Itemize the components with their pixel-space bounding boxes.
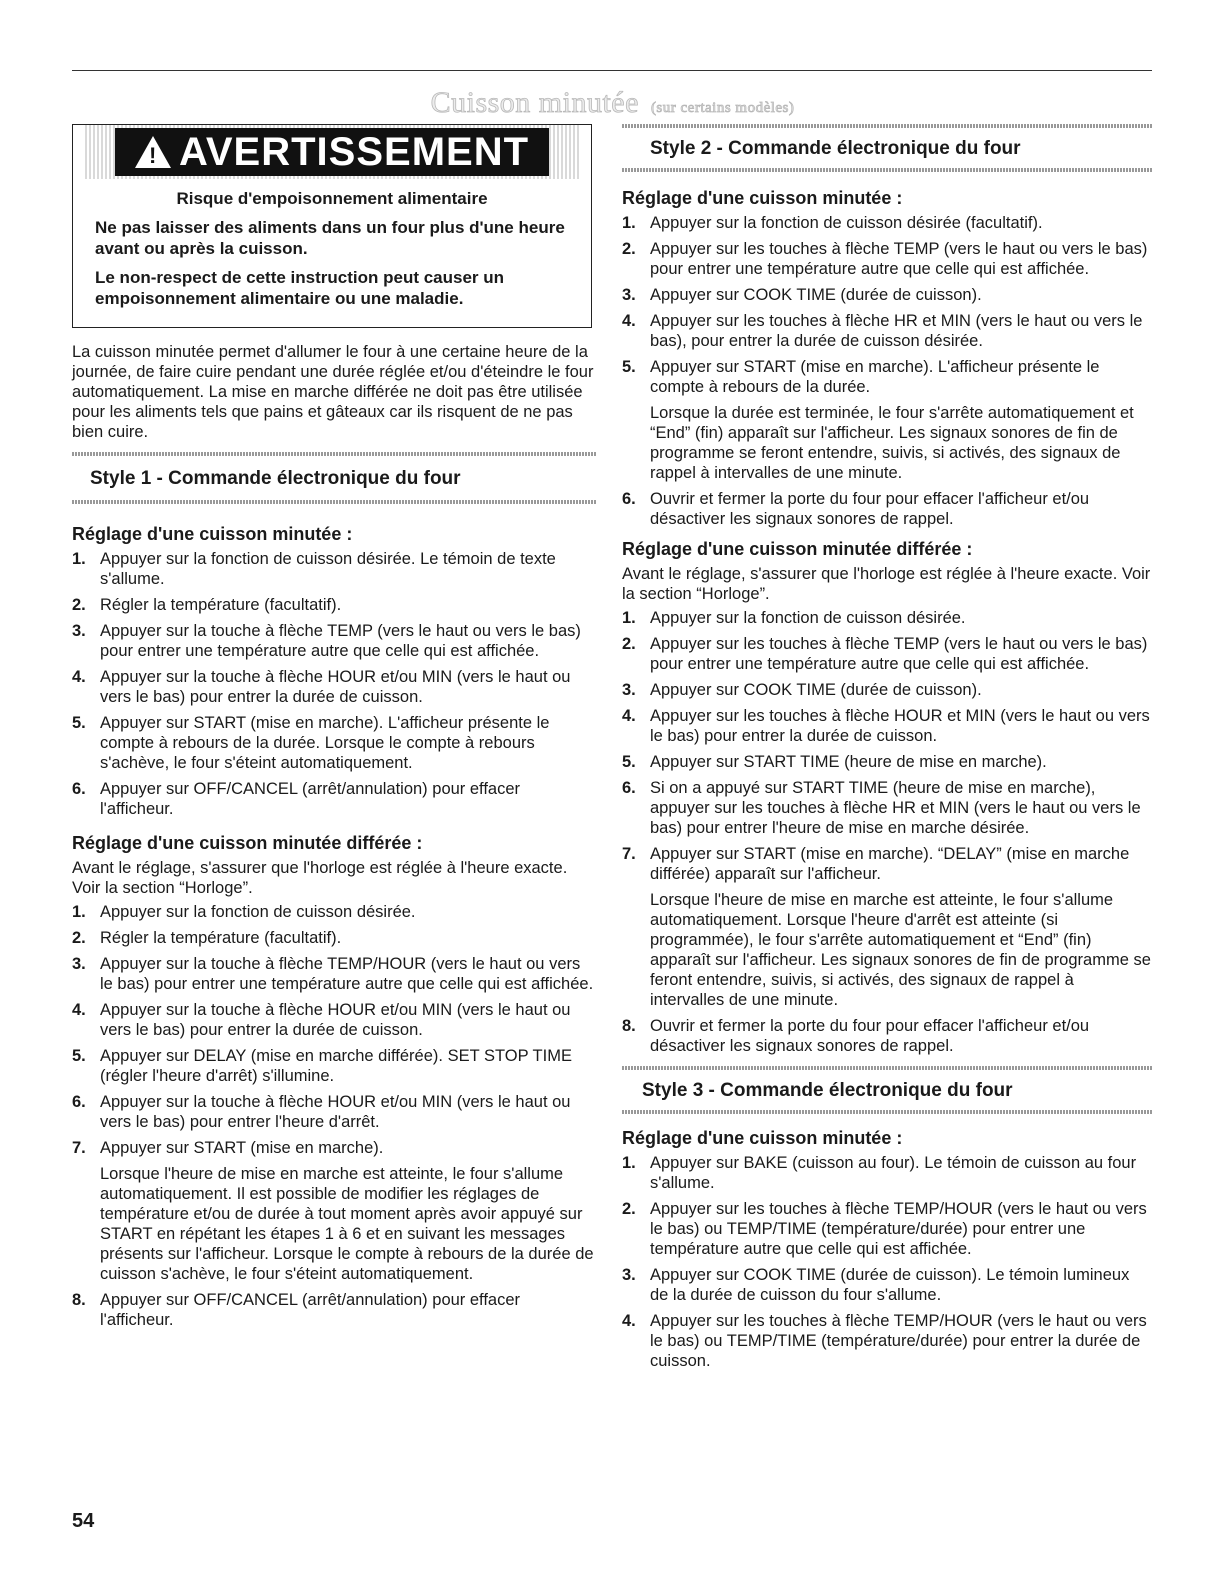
style2-timed-heading: Réglage d'une cuisson minutée : (622, 188, 903, 208)
step-number: 4. (622, 312, 636, 330)
step-text: Appuyer sur OFF/CANCEL (arrêt/annulation) pour effacer l'afficheur. (100, 780, 521, 818)
step-item (72, 779, 597, 819)
step-text: Appuyer sur START (mise en marche). L'afficheur présente le compte à rebours de la durée. Lorsque le compte à rebours s'achève, le four s'éteint automatiquement. (100, 714, 550, 772)
step-number: 8. (72, 1291, 86, 1309)
left-column (72, 124, 597, 1336)
step-text: Régler la température (facultatif). (100, 929, 342, 947)
step-item (622, 778, 1152, 838)
step-item (622, 1153, 1152, 1193)
step-number: 7. (72, 1139, 86, 1157)
step-text: Appuyer sur les touches à flèche TEMP/HOUR (vers le haut ou vers le bas) ou TEMP/TIME (température/durée) pour entrer une température autre que celle qui est affichée. (650, 1200, 1147, 1258)
warning-subtitle: Risque d'empoisonnement alimentaire (176, 189, 488, 208)
step-item (72, 667, 597, 707)
style2-delayed-steps (622, 608, 1152, 1056)
step-text: Régler la température (facultatif). (100, 596, 342, 614)
step-number: 1. (72, 903, 86, 921)
style2-delayed-heading: Réglage d'une cuisson minutée différée : (622, 539, 973, 559)
step-text: Appuyer sur COOK TIME (durée de cuisson). (650, 681, 982, 699)
step-item (72, 1092, 597, 1132)
step-text: Appuyer sur les touches à flèche TEMP (vers le haut ou vers le bas) pour entrer une température autre que celle qui est affichée. (650, 240, 1148, 278)
step-extra-text: Lorsque la durée est terminée, le four s'arrête automatiquement et “End” (fin) apparaît sur l'afficheur. Les signaux sonores de fin de programme se feront entendre, suivis, si activés, des signaux de rappel à intervalles de une minute. (650, 404, 1134, 482)
step-number: 1. (72, 550, 86, 568)
style1-heading: Style 1 - Commande électronique du four (90, 468, 461, 489)
step-item (622, 357, 1152, 483)
warning-line-2: Le non-respect de cette instruction peut causer un empoisonnement alimentaire ou une maladie. (95, 268, 505, 308)
step-text: Appuyer sur la touche à flèche HOUR et/ou MIN (vers le haut ou vers le bas) pour entrer la durée de cuisson. (100, 668, 571, 706)
style3-heading-block (622, 1066, 1152, 1114)
warning-banner (85, 125, 579, 179)
style1-delayed-heading: Réglage d'une cuisson minutée différée : (72, 833, 423, 853)
step-text: Appuyer sur START TIME (heure de mise en marche). (650, 753, 1047, 771)
step-item (72, 713, 597, 773)
step-extra-text: Lorsque l'heure de mise en marche est atteinte, le four s'allume automatiquement. Lorsque l'heure d'arrêt est atteinte (si programmée), le four s'arrête automatiquement et “End” (fin) apparaît sur l'afficheur. Les signaux sonores de fin de programme se feront entendre, suivis, si activés, des signaux de rappel à intervalles de une minute. (650, 891, 1151, 1009)
step-number: 2. (72, 596, 86, 614)
step-number: 2. (622, 635, 636, 653)
style3-heading: Style 3 - Commande électronique du four (642, 1080, 1013, 1101)
step-number: 1. (622, 609, 636, 627)
step-number: 3. (72, 622, 86, 640)
step-text: Si on a appuyé sur START TIME (heure de mise en marche), appuyer sur les touches à flèche HR et MIN (vers le haut ou vers le bas) pour entrer l'heure de mise en marche désirée. (650, 779, 1141, 837)
step-text: Appuyer sur START (mise en marche). (100, 1139, 384, 1157)
step-number: 3. (622, 286, 636, 304)
warning-box (72, 124, 592, 328)
style1-delayed-steps (72, 902, 597, 1330)
step-item (622, 285, 1152, 305)
step-text: Ouvrir et fermer la porte du four pour effacer l'afficheur et/ou désactiver les signaux sonores de rappel. (650, 490, 1090, 528)
step-number: 2. (622, 240, 636, 258)
warning-banner-text: AVERTISSEMENT (178, 129, 530, 174)
step-item (72, 954, 597, 994)
step-text: Appuyer sur START (mise en marche). L'afficheur présente le compte à rebours de la durée. (650, 358, 1100, 396)
step-text: Appuyer sur BAKE (cuisson au four). Le témoin de cuisson au four s'allume. (650, 1154, 1137, 1192)
step-item (72, 1290, 597, 1330)
step-text: Appuyer sur COOK TIME (durée de cuisson). (650, 286, 982, 304)
step-text: Appuyer sur la touche à flèche TEMP/HOUR (vers le haut ou vers le bas) pour entrer une température autre que celle qui est affichée. (100, 955, 594, 993)
warning-triangle-icon (135, 136, 171, 168)
step-text: Appuyer sur la fonction de cuisson désirée. (100, 903, 416, 921)
style2-heading: Style 2 - Commande électronique du four (650, 138, 1021, 159)
style1-timed-heading: Réglage d'une cuisson minutée : (72, 524, 353, 544)
step-number: 2. (622, 1200, 636, 1218)
intro-paragraph: La cuisson minutée permet d'allumer le four à une certaine heure de la journée, de faire cuire pendant une durée réglée et/ou d'éteindre le four automatiquement. La mise en marche différée ne doit pas être utilisée pour les aliments tels que pains et gâteaux car ils risquent de ne pas bien cuire. (72, 343, 594, 441)
step-number: 3. (622, 1266, 636, 1284)
right-column (622, 124, 1152, 1377)
step-item (72, 1000, 597, 1040)
step-text: Appuyer sur DELAY (mise en marche différée). SET STOP TIME (régler l'heure d'arrêt) s'illumine. (100, 1047, 572, 1085)
step-item (622, 1265, 1152, 1305)
step-text: Appuyer sur les touches à flèche HR et MIN (vers le haut ou vers le bas), pour entrer la durée de cuisson désirée. (650, 312, 1143, 350)
style1-delayed-intro: Avant le réglage, s'assurer que l'horloge est réglée à l'heure exacte. Voir la section “Horloge”. (72, 859, 568, 897)
step-item (622, 752, 1152, 772)
step-number: 4. (622, 1312, 636, 1330)
step-extra-text: Lorsque l'heure de mise en marche est atteinte, le four s'allume automatiquement. Il est possible de modifier les réglages de température et/ou de durée à tout moment après avoir appuyé sur START en répétant les étapes 1 à 6 et en suivant les messages présents sur l'afficheur. Lorsque le compte à rebours de la durée de cuisson s'achève, le four s'éteint automatiquement. (100, 1165, 594, 1283)
step-item (72, 549, 597, 589)
page-title (0, 86, 1225, 120)
style1-heading-block (72, 452, 597, 504)
step-text: Appuyer sur la touche à flèche HOUR et/ou MIN (vers le haut ou vers le bas) pour entrer l'heure d'arrêt. (100, 1093, 571, 1131)
step-text: Appuyer sur la fonction de cuisson désirée (facultatif). (650, 214, 1043, 232)
step-number: 1. (622, 214, 636, 232)
step-number: 6. (72, 1093, 86, 1111)
step-item (622, 706, 1152, 746)
step-item (622, 1016, 1152, 1056)
step-item (622, 311, 1152, 351)
step-text: Appuyer sur la touche à flèche TEMP (vers le haut ou vers le bas) pour entrer une température autre que celle qui est affichée. (100, 622, 581, 660)
step-item (622, 844, 1152, 1010)
step-item (622, 680, 1152, 700)
step-item (622, 489, 1152, 529)
step-number: 6. (622, 779, 636, 797)
step-text: Appuyer sur la touche à flèche HOUR et/ou MIN (vers le haut ou vers le bas) pour entrer la durée de cuisson. (100, 1001, 571, 1039)
step-number: 2. (72, 929, 86, 947)
step-text: Appuyer sur les touches à flèche HOUR et MIN (vers le haut ou vers le bas) pour entrer la durée de cuisson. (650, 707, 1150, 745)
style3-timed-heading: Réglage d'une cuisson minutée : (622, 1128, 903, 1148)
step-item (622, 239, 1152, 279)
page-title-sub: (sur certains modèles) (650, 100, 795, 116)
step-item (72, 1138, 597, 1284)
step-text: Appuyer sur la fonction de cuisson désirée. (650, 609, 966, 627)
step-item (622, 634, 1152, 674)
step-number: 5. (72, 1047, 86, 1065)
step-number: 7. (622, 845, 636, 863)
step-text: Appuyer sur la fonction de cuisson désirée. Le témoin de texte s'allume. (100, 550, 556, 588)
step-item (72, 595, 597, 615)
step-number: 5. (622, 358, 636, 376)
step-number: 6. (622, 490, 636, 508)
step-item (72, 621, 597, 661)
step-item (72, 928, 597, 948)
step-text: Appuyer sur les touches à flèche TEMP (vers le haut ou vers le bas) pour entrer une température autre que celle qui est affichée. (650, 635, 1148, 673)
step-item (72, 1046, 597, 1086)
step-item (622, 213, 1152, 233)
step-number: 4. (72, 1001, 86, 1019)
warning-line-1: Ne pas laisser des aliments dans un four plus d'une heure avant ou après la cuisson. (95, 218, 565, 258)
step-text: Appuyer sur START (mise en marche). “DELAY” (mise en marche différée) apparaît sur l'afficheur. (650, 845, 1130, 883)
step-number: 6. (72, 780, 86, 798)
step-item (622, 608, 1152, 628)
style2-heading-block (622, 124, 1152, 172)
step-number: 3. (72, 955, 86, 973)
style3-timed-steps (622, 1153, 1152, 1371)
step-text: Ouvrir et fermer la porte du four pour effacer l'afficheur et/ou désactiver les signaux sonores de rappel. (650, 1017, 1090, 1055)
step-text: Appuyer sur les touches à flèche TEMP/HOUR (vers le haut ou vers le bas) ou TEMP/TIME (température/durée) pour entrer la durée de cuisson. (650, 1312, 1147, 1370)
step-number: 5. (622, 753, 636, 771)
step-item (72, 902, 597, 922)
step-number: 4. (72, 668, 86, 686)
top-rule (72, 70, 1152, 71)
step-number: 3. (622, 681, 636, 699)
step-text: Appuyer sur OFF/CANCEL (arrêt/annulation) pour effacer l'afficheur. (100, 1291, 521, 1329)
step-number: 1. (622, 1154, 636, 1172)
step-item (622, 1199, 1152, 1259)
style1-timed-steps (72, 549, 597, 819)
page-number: 54 (72, 1510, 95, 1532)
page-title-main: Cuisson minutée (430, 86, 639, 119)
step-item (622, 1311, 1152, 1371)
step-number: 8. (622, 1017, 636, 1035)
style2-timed-steps (622, 213, 1152, 529)
step-number: 4. (622, 707, 636, 725)
style2-delayed-intro: Avant le réglage, s'assurer que l'horloge est réglée à l'heure exacte. Voir la section “Horloge”. (622, 565, 1151, 603)
step-text: Appuyer sur COOK TIME (durée de cuisson). Le témoin lumineux de la durée de cuisson du four s'allume. (650, 1266, 1130, 1304)
step-number: 5. (72, 714, 86, 732)
